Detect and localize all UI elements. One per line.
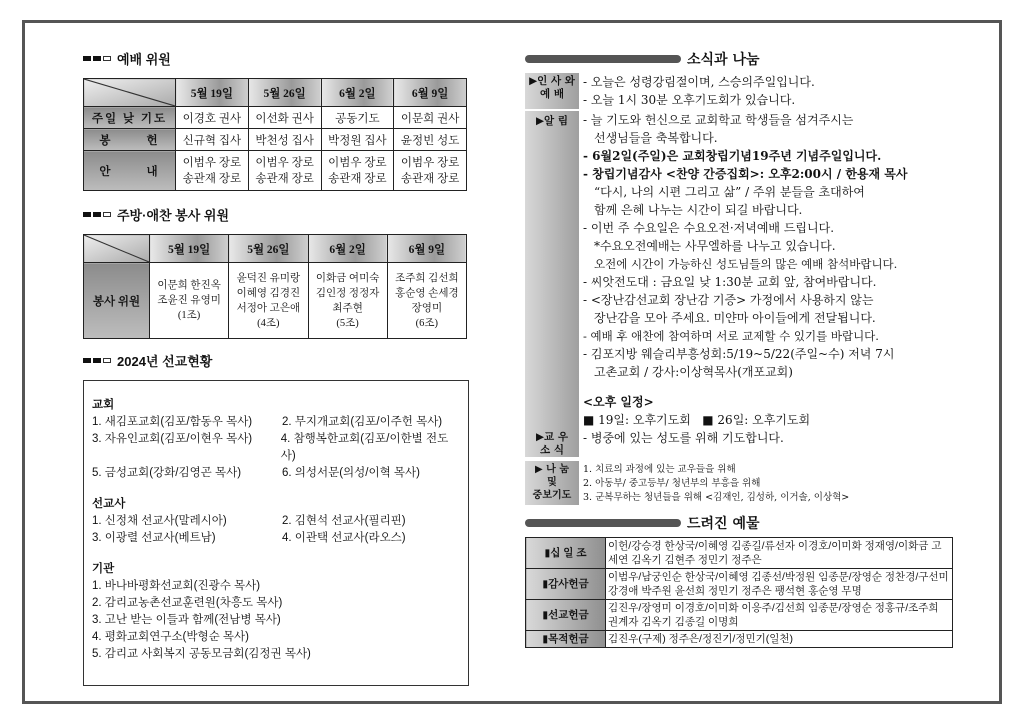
title-bar-decoration [525,55,681,63]
table-row: ▮십 일 조 이헌/강승경 한상국/이혜영 김종길/류선자 이경호/이미화 정재영/이화금 고세연 김옥기 김현주 정민기 정주은 [526,538,953,569]
list-item: 2. 감리교농촌선교훈련원(차흥도 목사) [92,597,283,609]
left-page [83,49,483,686]
list-item: 4. 참행복한교회(김포/이한별 전도사) [280,433,449,462]
list-item: 6. 의성서문(의성/이혁 목사) [282,467,420,479]
offering-table [525,537,953,648]
table-row: 주일 낮 기도 이경호 권사 이선화 권사 공동기도 이문희 권사 [84,107,467,129]
list-item: 2. 무지개교회(김포/이주헌 목사) [282,416,443,428]
bulletin-frame [22,20,1002,704]
table-row: ▮선교헌금 김진우/장영미 이경호/이미화 이응주/김선희 임종문/장영순 정홍규/조주희 권계자 김옥기 김종길 이명희 [526,600,953,631]
member-news-label: ▶교 우 소 식 [525,429,579,457]
list-item: 3. 고난 받는 이들과 함께(전남병 목사) [92,614,281,626]
prayer-label: ▶ 나 눔 및 중보기도 [525,461,579,505]
prayer-content: 1. 치료의 과정에 있는 교우들을 위해 2. 아동부/ 중고등부/ 청년부의 부흥을 위해 3. 군복무하는 청년들을 위해 <김재인, 김성하, 이거솔, 이상혁> [583,464,850,503]
greeting-label: ▶인 사 와 예 배 [525,73,579,109]
notice-content: - 늘 기도와 헌신으로 교회학교 학생들을 섬겨주시는 선생님들을 축복합니다. - 6월2일(주일)은 교회창립기념19주년 기념주일입니다. - 창립기념감사 <찬양 간증집회>: 오후2:00시 / 한용재 목사 “다시, 나의 시편 그리고 삶” / 주위 분들을 초대하여 함께 은혜 나누는 시간이 되길 바랍니다. - 이번 주 수요일은 수요오전·저녁예배 드립니다. *수요오전예배는 사무엘하를 나누고 있습니다. 오전에 시간이 가능하신 성도님들의 많은 예배 참석바랍니다. - 씨앗전도대 : 금요일 낮 1:30분 교회 앞, 참여바랍니다. - <장난감선교회 장난감 기증> 가정에서 사용하지 않는 장난감을 모아 주세요. 미얀마 아이들에게 전달됩니다. - 예배 후 애찬에 참여하며 서로 교제할 수 있기를 바랍니다. - 김포지방 웨슬리부흥성회:5/19~5/22(주일~수) 저녁 7시 고촌교회 / 강사:이상혁목사(개포교회) <오후 일정> ■ 19일: 오후기도회 ■ 26일: 오후기도회 [583,113,908,427]
list-item: 1. 신정채 선교사(말레시아) [92,515,227,527]
mission-box: 교회 1. 새김포교회(김포/함동우 목사) 2. 무지개교회(김포/이주헌 목사) 3. 자유인교회(김포/이현우 목사) 4. 참행복한교회(김포/이한별 전도사) 5. 금성교회(강화/김영곤 목사) 6. 의성서문(의성/이혁 목사) 선교사 1. 신정채 선교사(말레시아) 2. 김현석 선교사(필리핀) 3. 이광렬 선교사(베트남) 4. 이관택 선교사(라오스) 기관 1. 바나바평화선교회(진광수 목사) 2. 감리교농촌선교훈련원(차흥도 목사) 3. 고난 받는 이들과 함께(전남병 목사) 4. 평화교회연구소(박형순 목사) 5. 감리교 사회복지 공동모금회(김정권 목사) [83,380,469,686]
offering-heading: 드려진 예물 [525,513,955,533]
date-header: 6월 9일 [394,79,467,107]
date-header: 5월 19일 [176,79,249,107]
mission-heading: 2024년 선교현황 [83,351,483,370]
worship-heading: 예배 위원 [83,49,483,68]
kitchen-heading: 주방·애찬 봉사 위원 [83,205,483,224]
list-item: 2. 김현석 선교사(필리핀) [282,515,406,527]
list-item: 4. 평화교회연구소(박형순 목사) [92,631,249,643]
worship-table [83,78,467,191]
list-item: 5. 금성교회(강화/김영곤 목사) [92,467,242,479]
heading-mark-icon [83,212,111,217]
table-row: ▮감사헌금 이범우/남궁인순 한상국/이혜영 김종선/박정원 임종문/장영순 정찬경/구선미 강경애 박주원 윤선희 정민기 정주은 팽석현 홍순영 무명 [526,569,953,600]
heading-mark-icon [83,358,111,363]
date-header: 5월 26일 [229,235,308,263]
list-item: 4. 이관택 선교사(라오스) [282,532,406,544]
table-corner [84,235,150,263]
date-header: 6월 9일 [387,235,466,263]
list-item: 1. 바나바평화선교회(진광수 목사) [92,580,261,592]
list-item: 3. 자유인교회(김포/이현우 목사) [92,433,253,445]
table-corner [84,79,176,107]
news-section [525,73,955,505]
heading-mark-icon [83,56,111,61]
date-header: 6월 2일 [308,235,387,263]
table-row: 봉사 위원 이문희 한진옥 조윤진 유영미 (1조) 윤덕진 유미랑 이혜영 김경진 서정아 고은애 (4조) 이화금 여미숙 김인정 정정자 최주현 (5조) 조주희 김선희 홍순영 손세경 장영미 (6조) [84,263,467,339]
list-item: 3. 이광렬 선교사(베트남) [92,532,216,544]
table-row: ▮목적헌금 김진우(구제) 정주은/정진기/정민기(일천) [526,631,953,648]
kitchen-table [83,234,467,339]
date-header: 5월 26일 [248,79,321,107]
date-header: 6월 2일 [321,79,394,107]
title-bar-decoration [525,519,681,527]
date-header: 5월 19일 [150,235,229,263]
right-page [525,49,955,648]
notice-label: ▶알 림 [525,111,579,429]
news-heading: 소식과 나눔 [525,49,955,69]
greeting-content: - 오늘은 성령강림절이며, 스승의주일입니다. - 오늘 1시 30분 오후기도회가 있습니다. [583,75,815,107]
member-news-content: - 병중에 있는 성도를 위해 기도합니다. [583,431,784,445]
list-item: 5. 감리교 사회복지 공동모금회(김정권 목사) [92,648,311,660]
table-row: 봉 헌 신규혁 집사 박천성 집사 박정원 집사 윤정빈 성도 [84,129,467,151]
table-row: 안 내 이범우 장로 송관재 장로 이범우 장로 송관재 장로 이범우 장로 송관재 장로 이범우 장로 송관재 장로 [84,151,467,191]
list-item: 1. 새김포교회(김포/함동우 목사) [92,416,253,428]
